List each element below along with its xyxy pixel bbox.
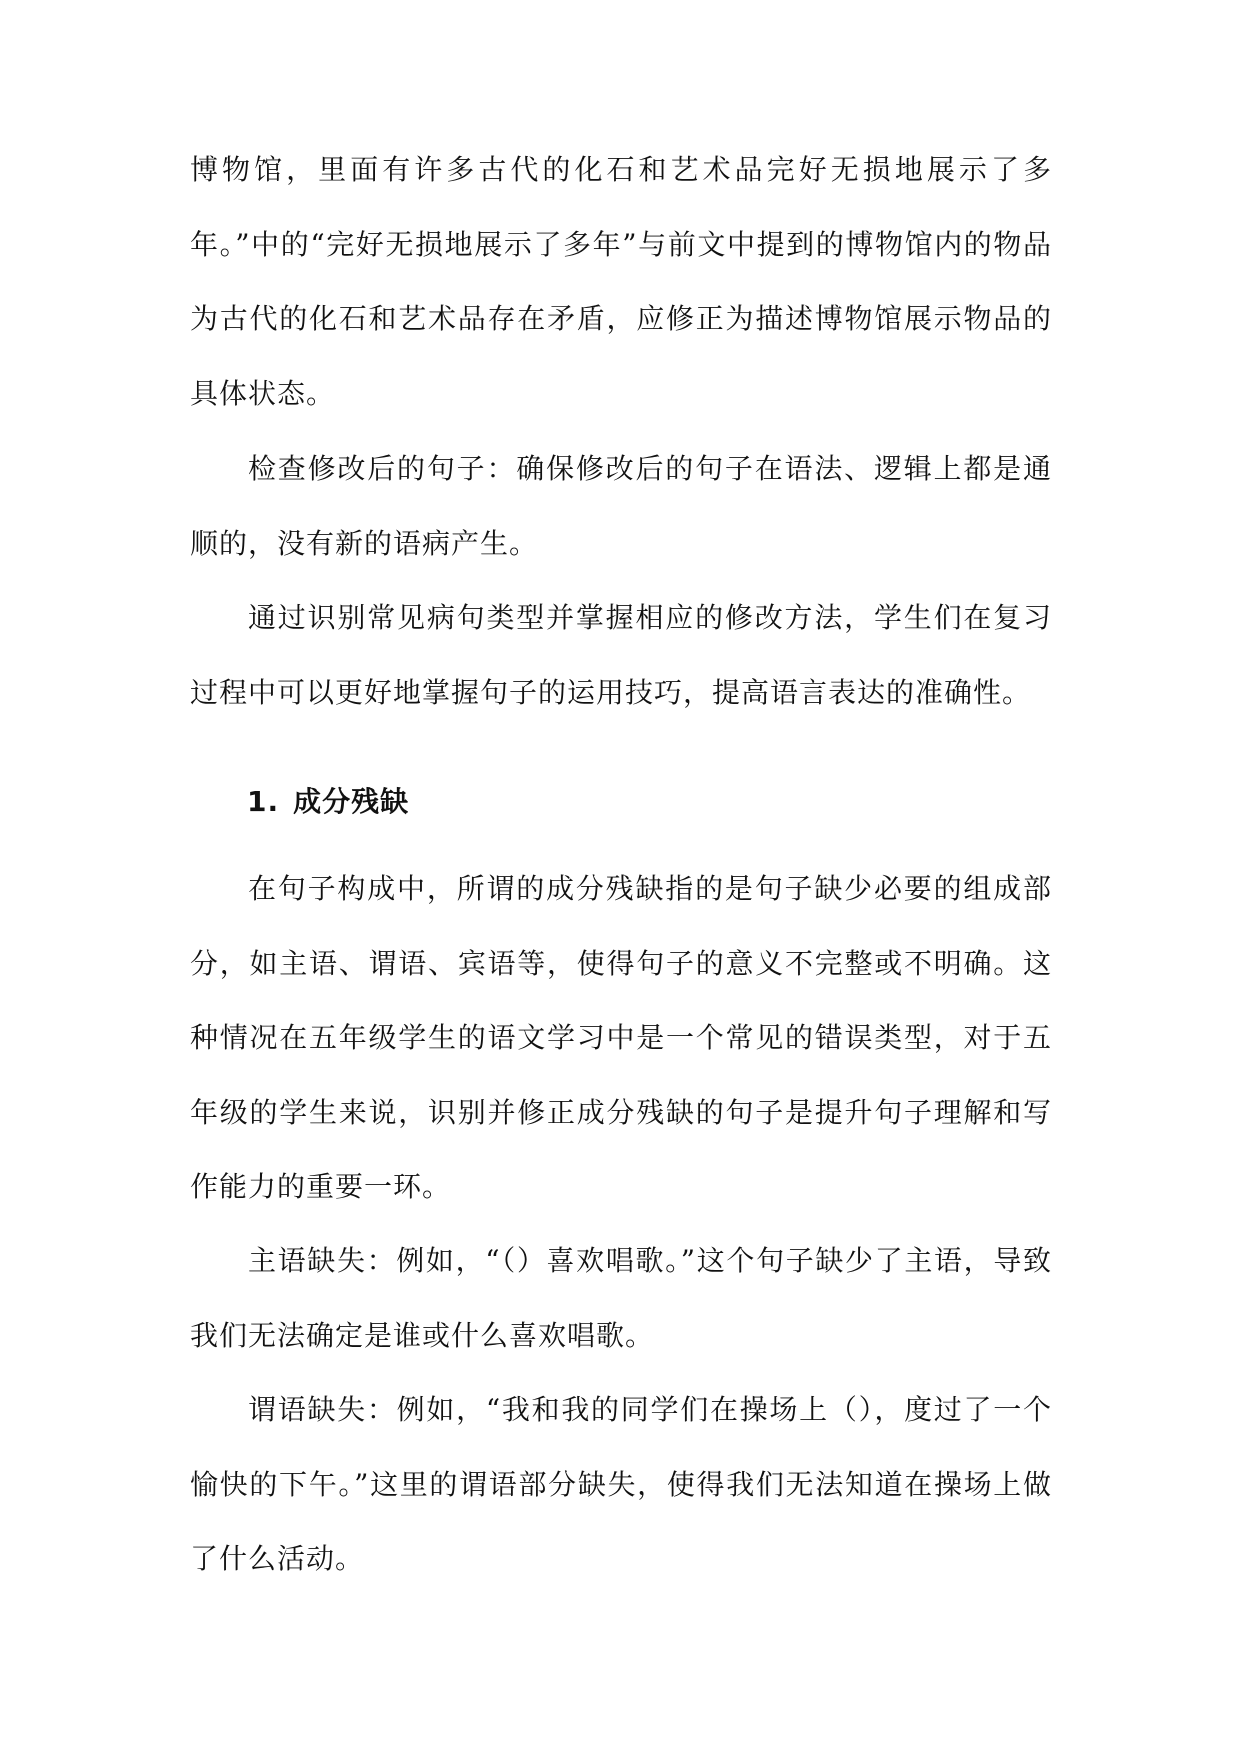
paragraph-subject-missing: 主语缺失：例如，“（）喜欢唱歌。”这个句子缺少了主语，导致我们无法确定是谁或什么喜欢唱歌。 (190, 1244, 1052, 1352)
paragraph-summary: 通过识别常见病句类型并掌握相应的修改方法，学生们在复习过程中可以更好地掌握句子的运用技巧，提高语言表达的准确性。 (190, 601, 1052, 709)
paragraph-component-definition: 在句子构成中，所谓的成分残缺指的是句子缺少必要的组成部分，如主语、谓语、宾语等，使得句子的意义不完整或不明确。这种情况在五年级学生的语文学习中是一个常见的错误类型，对于五年级的学生来说，识别并修正成分残缺的句子是提升句子理解和写作能力的重要一环。 (190, 872, 1052, 1203)
paragraph-predicate-missing: 谓语缺失：例如，“我和我的同学们在操场上（），度过了一个愉快的下午。”这里的谓语部分缺失，使得我们无法知道在操场上做了什么活动。 (190, 1393, 1052, 1575)
section-title: 成分残缺 (293, 785, 410, 818)
section-heading (247, 784, 409, 820)
paragraph-museum-example: 博物馆，里面有许多古代的化石和艺术品完好无损地展示了多年。”中的“完好无损地展示了多年”与前文中提到的博物馆内的物品为古代的化石和艺术品存在矛盾，应修正为描述博物馆展示物品的具体状态。 (190, 153, 1052, 410)
paragraph-check-revision: 检查修改后的句子：确保修改后的句子在语法、逻辑上都是通顺的，没有新的语病产生。 (190, 452, 1052, 560)
section-number: 1. (247, 785, 280, 818)
